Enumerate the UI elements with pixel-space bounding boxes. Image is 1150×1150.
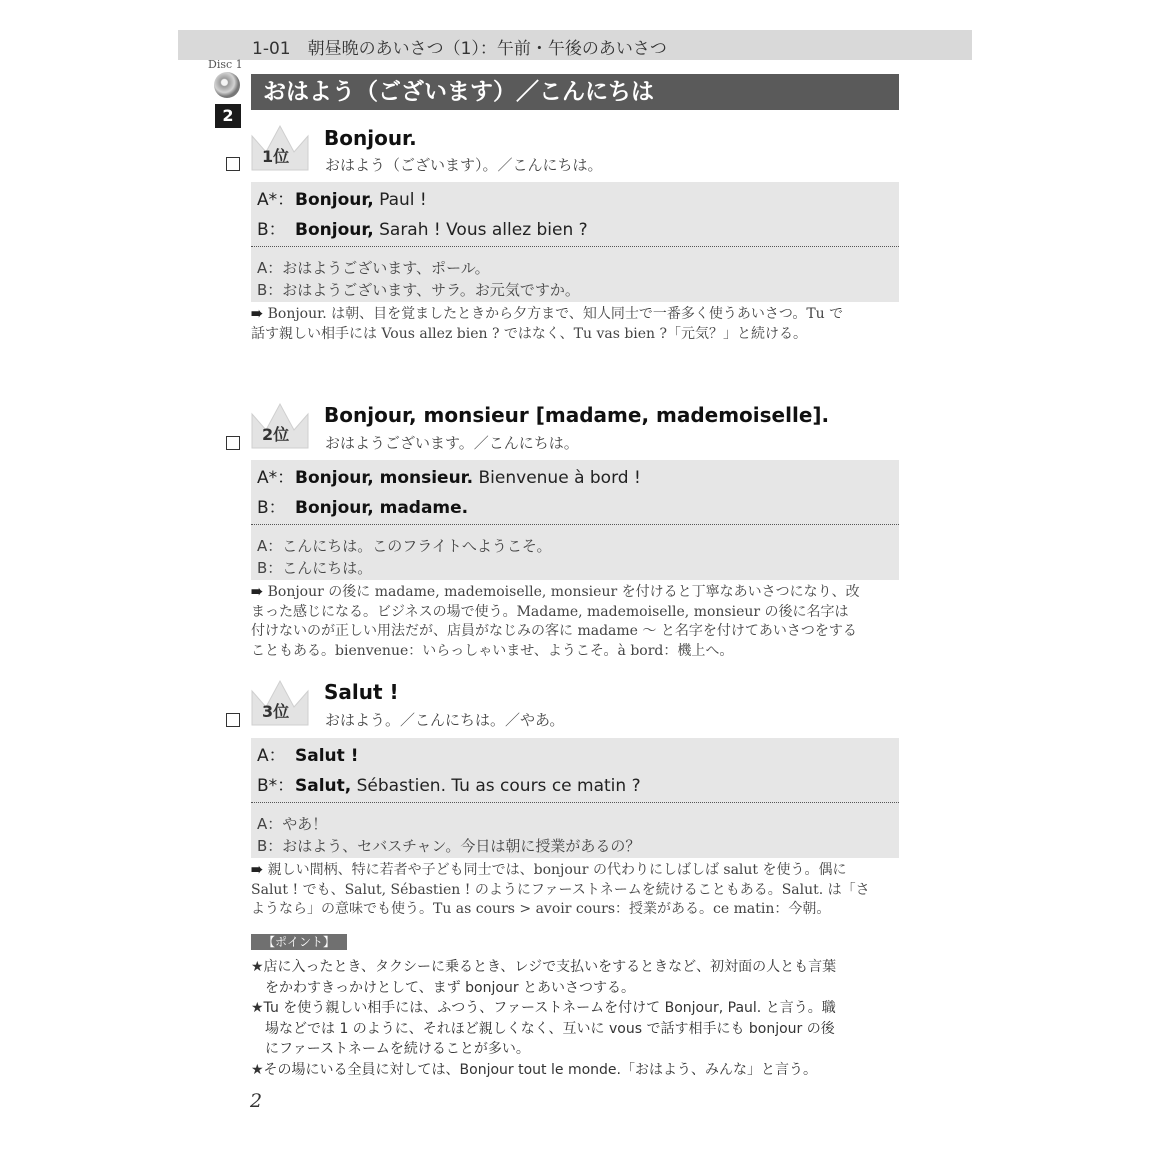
dialog-line-ja: B：こんにちは。 <box>257 559 373 577</box>
entry-3-phrase: Salut ! <box>324 680 399 704</box>
entry-3-phrase-ja: おはよう。／こんにちは。／やあ。 <box>325 711 565 729</box>
entry-1-note: ➠ Bonjour. は朝、目を覚ましたときから夕方まで、知人同士で一番多く使うあいさつ。Tu で 話す親しい相手には Vous allez bien ? ではなく、Tu vas bien ?「元気？」と続ける。 <box>251 306 844 342</box>
dialog-line-ja: B：おはよう、セバスチャン。今日は朝に授業があるの？ <box>257 837 641 855</box>
dotted-divider <box>251 802 899 803</box>
entry-2-checkbox[interactable] <box>226 436 240 450</box>
note-arrow-icon: ➠ <box>251 306 268 322</box>
point-line: ★Tu を使う親しい相手には、ふつう、ファーストネームを付けて Bonjour, Paul. と言う。職 <box>251 1000 836 1016</box>
entry-3-dialog-box <box>251 738 899 858</box>
dialog-line-fr: B： Bonjour, Sarah ! Vous allez bien ? <box>257 220 588 240</box>
entry-1-phrase: Bonjour. <box>324 126 417 150</box>
entry-1-checkbox[interactable] <box>226 157 240 171</box>
entry-2-phrase: Bonjour, monsieur [madame, mademoiselle]. <box>324 403 830 427</box>
point-label: 【ポイント】 <box>251 934 347 950</box>
dialog-line-fr: A*：Bonjour, Paul ! <box>257 190 427 210</box>
dialog-line-ja: A：こんにちは。このフライトへようこそ。 <box>257 537 552 555</box>
dialog-line-ja: B：おはようございます、サラ。お元気ですか。 <box>257 281 580 299</box>
section-title: 1-01 朝昼晩のあいさつ（1）：午前・午後のあいさつ <box>252 39 667 59</box>
entry-3-note: ➠ 親しい間柄、特に若者や子ども同士では、bonjour の代わりにしばしば salut を使う。偶に Salut ! でも、Salut, Sébastien ! のようにファーストネームを続けることもある。Salut. は「さ ようなら」の意味でも使う。Tu as cours > avoir cours：授業がある。ce matin：今朝。 <box>251 862 870 917</box>
dialog-line-fr: B： Bonjour, madame. <box>257 498 469 518</box>
rank-label: 1位 <box>262 147 290 166</box>
dialog-line-ja: A：やあ！ <box>257 815 328 833</box>
point-line: にファーストネームを続けることが多い。 <box>251 1041 530 1057</box>
section-header-bar <box>178 30 972 60</box>
main-heading: おはよう（ございます）／こんにちは <box>251 74 899 110</box>
dotted-divider <box>251 246 899 247</box>
page-number: 2 <box>250 1090 263 1112</box>
entry-2-dialog-box <box>251 460 899 580</box>
point-line: 場などでは 1 のように、それほど親しくなく、互いに vous で話す相手にも bonjour の後 <box>251 1020 835 1037</box>
disc-label: Disc 1 <box>208 58 243 71</box>
dialog-line-ja: A：おはようございます、ポール。 <box>257 259 490 277</box>
rank-label: 2位 <box>262 425 290 444</box>
point-list <box>251 957 911 1080</box>
note-arrow-icon: ➠ <box>251 862 268 878</box>
rank-3-crown-icon <box>250 677 310 727</box>
entry-2-phrase-ja: おはようございます。／こんにちは。 <box>325 434 579 452</box>
dotted-divider <box>251 524 899 525</box>
entry-3-checkbox[interactable] <box>226 713 240 727</box>
point-line: をかわすきっかけとして、まず bonjour とあいさつする。 <box>251 979 636 996</box>
dialog-line-fr: A： Salut ! <box>257 746 359 766</box>
note-arrow-icon: ➠ <box>251 584 268 600</box>
dialog-line-fr: B*：Salut, Sébastien. Tu as cours ce matin ? <box>257 776 641 796</box>
rank-label: 3位 <box>262 702 290 721</box>
rank-1-crown-icon <box>250 122 310 172</box>
audio-cd-icon <box>214 72 240 98</box>
rank-2-crown-icon <box>250 400 310 450</box>
point-line: ★その場にいる全員に対しては、Bonjour tout le monde.「おはよう、みんな」と言う。 <box>251 1061 817 1078</box>
dialog-line-fr: A*：Bonjour, monsieur. Bienvenue à bord ! <box>257 468 641 488</box>
entry-1-phrase-ja: おはよう（ございます）。／こんにちは。 <box>325 156 603 174</box>
entry-1-dialog-box <box>251 182 899 302</box>
entry-2-note: ➠ Bonjour の後に madame, mademoiselle, monsieur を付けると丁寧なあいさつになり、改 まった感じになる。ビジネスの場で使う。Madame, mademoiselle, monsieur の後に名字は 付けないのが正しい用法だが、店員がなじみの客に madame ～ と名字を付けてあいさつをする こともある。bienvenue：いらっしゃいませ、ようこそ。à bord：機上へ。 <box>251 584 860 659</box>
track-number-badge: 2 <box>215 104 241 128</box>
point-line: ★店に入ったとき、タクシーに乗るとき、レジで支払いをするときなど、初対面の人とも言葉 <box>251 959 837 975</box>
